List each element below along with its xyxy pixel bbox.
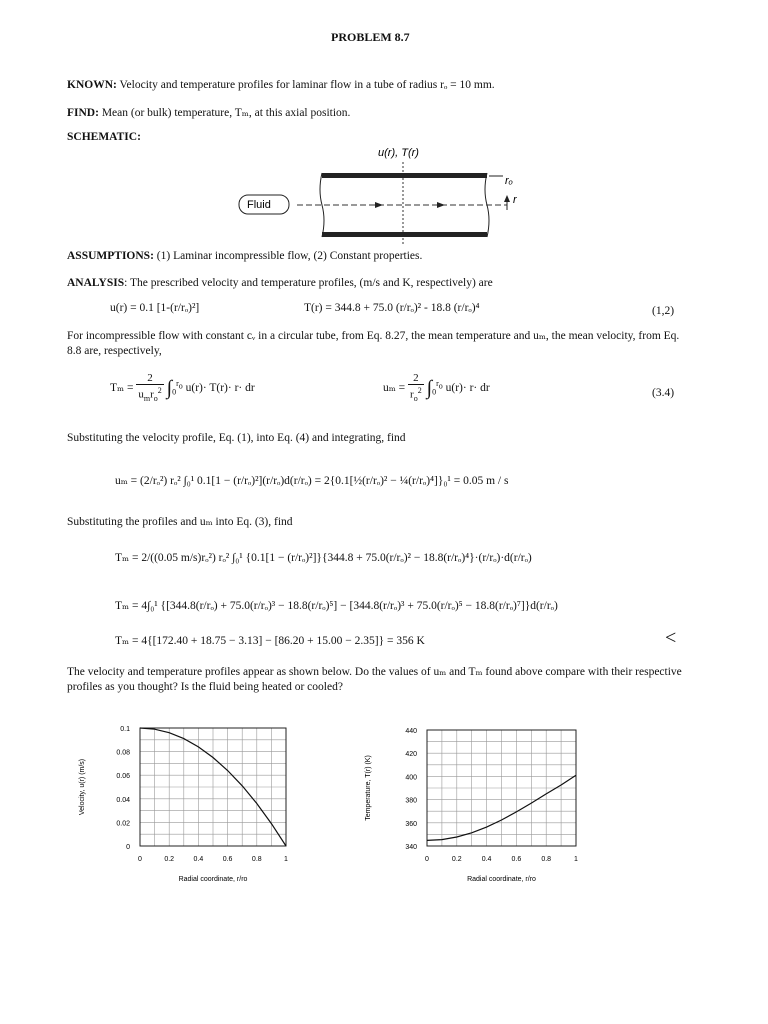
eq-number-3-4: (3.4) <box>652 387 675 399</box>
assumptions-text: (1) Laminar incompressible flow, (2) Constant properties. <box>156 250 423 262</box>
eq-Tm-calc-2: Tₘ = 4∫₀¹ {[344.8(r/rₒ) + 75.0(r/rₒ)³ − 18.8(r/rₒ)⁵] − [344.8(r/rₒ)³ + 75.0(r/rₒ)⁵ − 18.8(r/rₒ)⁷]}d(r/rₒ) <box>115 600 558 612</box>
eq-um-integrand: u(r)· r· dr <box>445 382 490 395</box>
integral-sign: ∫ <box>166 376 173 399</box>
x-tick-label: 0.4 <box>481 856 492 863</box>
y-tick-label: 360 <box>405 820 417 828</box>
eq-temperature-profile: T(r) = 344.8 + 75.0 (r/rₒ)² - 18.8 (r/rₒ)⁴ <box>304 302 480 314</box>
find-label: FIND: <box>67 107 99 119</box>
tube-wall-bottom <box>322 232 487 237</box>
eq-number-1-2: (1,2) <box>652 305 675 317</box>
y-tick-label: 400 <box>405 774 417 782</box>
y-axis-label: Temperature, T(r) (K) <box>365 755 372 821</box>
velocity-profile-chart <box>70 718 320 893</box>
eq-Tm-calc-3: Tₘ = 4{[172.40 + 18.75 − 3.13] − [86.20 + 15.00 − 2.35]} = 356 K <box>115 635 425 647</box>
y-tick-label: 340 <box>405 844 417 851</box>
x-axis-label: Radial coordinate, r/ro <box>178 876 248 883</box>
find-line <box>67 105 350 119</box>
eq-um-calculation: uₘ = (2/rₒ²) rₒ² ∫₀¹ 0.1[1 − (r/rₒ)²](r/rₒ)d(r/rₒ) = 2{0.1[½(r/rₒ)² − ¼(r/rₒ)⁴]}₀¹ = 0.05 m / s <box>115 475 509 487</box>
eq-um-fraction: $\frac{2}{r_o^2}$ <box>410 372 422 403</box>
x-tick-label: 0.4 <box>193 856 204 863</box>
r-label: r <box>513 194 517 206</box>
x-tick-label: 0 <box>425 856 429 863</box>
y-tick-label: 0 <box>126 844 130 851</box>
eq-Tm-calc-1: Tₘ = 2/((0.05 m/s)rₒ²) rₒ² ∫₀¹ {0.1[1 − (r/rₒ)²]}{344.8 + 75.0(r/rₒ)² − 18.8(r/rₒ)⁴}·(r/rₒ)·d(r/rₒ) <box>115 552 532 564</box>
y-tick-label: 440 <box>405 728 417 735</box>
x-tick-label: 0.8 <box>541 856 552 863</box>
y-tick-label: 0.04 <box>116 796 130 804</box>
para-subst-velocity: Substituting the velocity profile, Eq. (1), into Eq. (4) and integrating, find <box>67 432 406 444</box>
x-tick-label: 0.6 <box>511 856 522 863</box>
eq-velocity-profile: u(r) = 0.1 [1-(r/rₒ)²] <box>110 302 200 314</box>
y-tick-label: 380 <box>405 797 417 805</box>
answer-mark: < <box>665 627 677 649</box>
y-tick-label: 0.08 <box>116 749 130 757</box>
known-text: Velocity and temperature profiles for laminar flow in a tube of radius rₒ = 10 mm. <box>119 79 495 91</box>
r-arrow-head <box>504 195 510 202</box>
x-tick-label: 0 <box>138 856 142 863</box>
x-tick-label: 0.2 <box>451 856 462 863</box>
y-axis-label: Velocity, u(r) (m/s) <box>79 758 86 816</box>
known-label: KNOWN: <box>67 79 117 91</box>
schematic-label: SCHEMATIC: <box>67 131 141 143</box>
flow-arrow-2 <box>437 202 445 208</box>
known-line <box>67 79 495 91</box>
x-tick-label: 1 <box>284 856 288 863</box>
integral-sign: ∫ <box>426 376 433 399</box>
x-tick-label: 0.2 <box>164 856 175 863</box>
eq-Tm-fraction: $\frac{2}{u_mr_o^2}$ <box>138 372 162 403</box>
y-tick-label: 0.02 <box>116 820 130 828</box>
assumptions-label: ASSUMPTIONS: <box>67 250 154 262</box>
eq-Tm-integrand: u(r)· T(r)· r· dr <box>185 382 255 395</box>
problem-title: PROBLEM 8.7 <box>331 30 410 44</box>
y-tick-label: 0.06 <box>116 773 130 781</box>
assumptions-line <box>67 250 422 262</box>
y-tick-label: 420 <box>405 751 417 759</box>
eq-Tm-definition: Tₘ = $\frac{2}{u_mr_o^2}$ $\int_0^{r_o}$ u(r)· T(r)· r· dr <box>110 372 255 403</box>
para-final: The velocity and temperature profiles appear as shown below. Do the values of uₘ and Tₘ found above compare with their respective profiles as you thought? Is the fluid being heated or cooled? <box>67 666 682 693</box>
para-incompressible: For incompressible flow with constant cᵥ in a circular tube, from Eq. 8.27, the mean temperature and uₘ, the mean velocity, from Eq. 8.8 are, respectively, <box>67 330 680 357</box>
x-tick-label: 0.8 <box>251 856 262 863</box>
find-text: Mean (or bulk) temperature, Tₘ, at this axial position. <box>101 107 351 119</box>
eq-um-lhs: uₘ = <box>383 382 406 395</box>
x-tick-label: 1 <box>574 856 578 863</box>
x-axis-label: Radial coordinate, r/ro <box>467 876 536 883</box>
flow-arrow-1 <box>375 202 383 208</box>
x-tick-label: 0.6 <box>222 856 233 863</box>
ro-label: rₒ <box>505 175 514 187</box>
fluid-label: Fluid <box>247 199 271 211</box>
temperature-profile-chart <box>350 718 600 893</box>
tube-wall-top <box>322 173 487 178</box>
analysis-text: : The prescribed velocity and temperature profiles, (m/s and K, respectively) are <box>124 277 493 289</box>
analysis-label: ANALYSIS <box>67 277 125 289</box>
eq-um-definition: uₘ = $\frac{2}{r_o^2}$ $\int_0^{r_o}$ u(r)· r· dr <box>383 372 490 403</box>
eq-Tm-lhs: Tₘ = <box>110 382 134 395</box>
analysis-line <box>67 277 493 289</box>
tube-schematic <box>225 140 545 245</box>
para-subst-profiles: Substituting the profiles and uₘ into Eq. (3), find <box>67 516 293 528</box>
y-tick-label: 0.1 <box>120 726 130 733</box>
schematic-top-label: u(r), T(r) <box>378 147 419 159</box>
